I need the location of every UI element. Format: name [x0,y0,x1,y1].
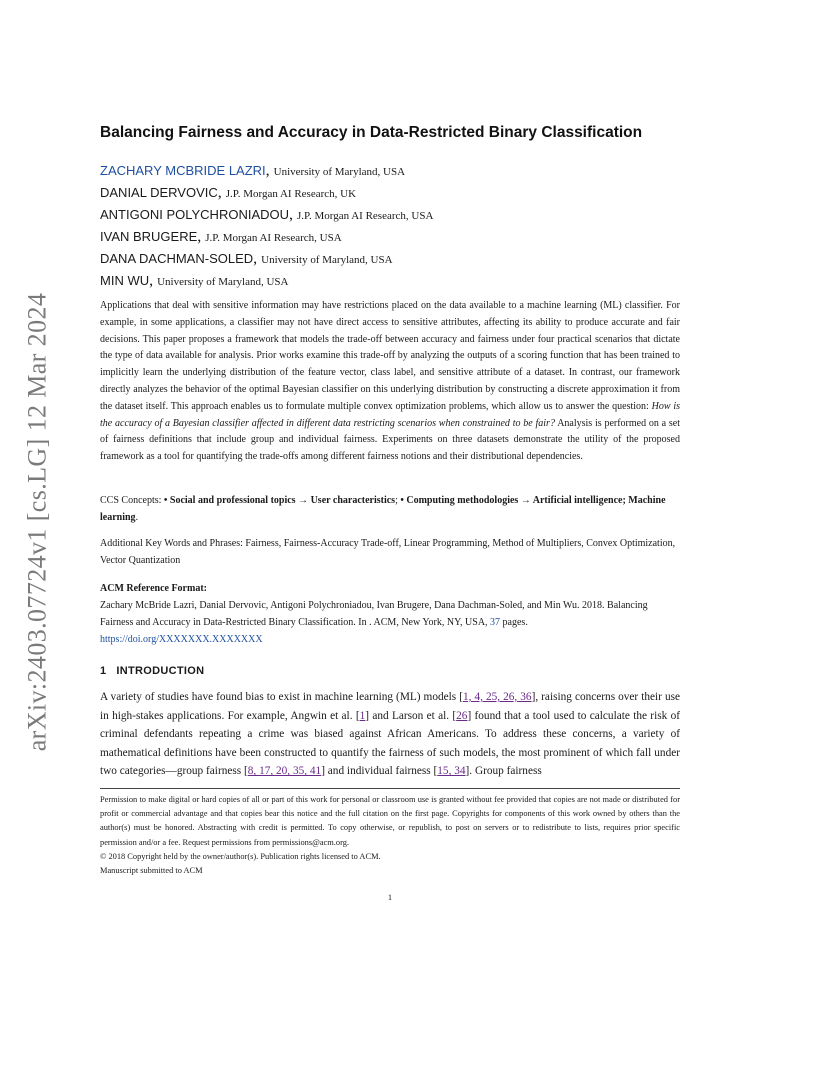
footnote [100,793,680,878]
author-list [100,160,680,292]
citation-link[interactable]: 8, 17, 20, 35, 41 [247,765,322,778]
author-affiliation: University of Maryland, USA [261,254,393,266]
arxiv-stamp-text: arXiv:2403.07724v1 [cs.LG] 12 Mar 2024 [22,292,52,752]
keywords: Additional Key Words and Phrases: Fairness, Fairness-Accuracy Trade-off, Linear Programming, Method of Multipliers, Convex Optimization, Vector Quantization [100,538,676,566]
section-title: INTRODUCTION [116,665,205,677]
ccs-item: • Social and professional topics → User characteristics [163,495,396,506]
section-number: 1 [100,665,107,677]
author-entry: IVAN BRUGERE, J.P. Morgan AI Research, USA [100,228,342,245]
author-entry: ZACHARY MCBRIDE LAZRI, University of Maryland, USA [100,162,406,179]
author-name: ANTIGONI POLYCHRONIADOU [100,207,290,222]
introduction-paragraph: A variety of studies have found bias to exist in machine learning (ML) models [1, 4, 25, 26, 36], raising concerns over their use in high-stakes applications. For example, Angwin et al. [1] and Larson et al. [26] found that a tool used to calculate the risk of criminal defendants repeating a crime was biased against African Americans. To address these concerns, a variety of mathematical definitions have been constructed to quantify the fairness of such models, the most prominent of which fall under two categories—group fairness [8, 17, 20, 35, 41] and individual fairness [15, 34]. Group fairness [100,691,680,778]
author-entry: DANA DACHMAN-SOLED, University of Maryland, USA [100,250,393,267]
doi-link[interactable]: https://doi.org/XXXXXXX.XXXXXXX [100,634,263,645]
citation-link[interactable]: 15, 34 [437,765,466,778]
abstract-text-end: Analysis is performed on a set of fairness definitions that include group and individual fairness. Experiments on three datasets demonstrate the utility of the proposed framework as a tool for quantifying the trade-offs among different fairness notions and their distributional dependencies. [100,417,681,463]
author-name: MIN WU [100,273,150,288]
ccs-concepts: CCS Concepts: • Social and professional topics → User characteristics; • Computing methodologies → Artificial intelligence; Machine learning. [100,495,666,523]
author-affiliation: J.P. Morgan AI Research, USA [297,210,434,222]
manuscript-notice: Manuscript submitted to ACM [100,866,203,876]
page-number: 1 [387,892,393,902]
author-name: DANA DACHMAN-SOLED [100,251,254,266]
author-affiliation: University of Maryland, USA [273,166,406,178]
author-entry: MIN WU, University of Maryland, USA [100,272,289,289]
author-name[interactable]: ZACHARY MCBRIDE LAZRI [100,163,266,178]
abstract-question: How is the accuracy of a Bayesian classifier affected in different data restricting scenarios when constrained to be fair? [100,400,681,429]
author-affiliation: University of Maryland, USA [157,276,289,288]
section-heading [100,665,680,677]
arxiv-stamp [20,287,54,757]
acm-reference-format: ACM Reference Format: Zachary McBride Lazri, Danial Dervovic, Antigoni Polychroniadou, Ivan Brugere, Dana Dachman-Soled, and Min Wu. 2018. Balancing Fairness and Accuracy in Data-Restricted Binary Classification. In . ACM, New York, NY, USA, 37 pages. https://doi.org/XXXXXXX.XXXXXXX [100,580,680,648]
author-affiliation: J.P. Morgan AI Research, USA [205,232,342,244]
acm-reference-heading: ACM Reference Format: [100,583,207,594]
abstract-text: Applications that deal with sensitive information may have restrictions placed on the data available to a machine learning (ML) classifier. For example, in some applications, a classifier may not have direct access to sensitive attributes, affecting its ability to produce accurate and fair decisions. This paper proposes a framework that models the trade-off between accuracy and fairness under four practical scenarios that dictate the type of data available for analysis. Prior works examine this trade-off by analyzing the outputs of a scoring function that has been trained to implicitly learn the underlying distribution of the feature vector, class label, and sensitive attribute of a dataset. In contrast, our framework directly analyzes the behavior of the optimal Bayesian classifier on this underlying distribution by constructing a discrete approximation it from the dataset itself. This approach enables us to formulate multiple convex optimization problems, which allow us to answer the question: [100,300,680,412]
author-name: DANIAL DERVOVIC [100,185,218,200]
author-entry: DANIAL DERVOVIC, J.P. Morgan AI Research, UK [100,184,357,201]
author-entry: ANTIGONI POLYCHRONIADOU, J.P. Morgan AI Research, USA [100,206,434,223]
citation-link[interactable]: 1 [359,709,366,722]
author-affiliation: J.P. Morgan AI Research, UK [225,188,357,200]
abstract [100,298,680,466]
citation-link[interactable]: 1, 4, 25, 26, 36 [462,691,532,703]
footnote-divider [100,788,680,789]
copyright-notice: © 2018 Copyright held by the owner/author(s). Publication rights licensed to ACM. [100,851,381,861]
ccs-item: • Computing methodologies → Artificial intelligence; Machine learning [100,495,666,523]
author-name: IVAN BRUGERE [100,229,198,244]
citation-link[interactable]: 26 [456,709,468,722]
page-count-link[interactable]: 37 [490,617,501,628]
permission-notice: Permission to make digital or hard copies of all or part of this work for personal or classroom use is granted without fee provided that copies are not made or distributed for profit or commercial advantage and that copies bear this notice and the full citation on the first page. Copyrights for components of this work owned by others than the author(s) must be honored. Abstracting with credit is permitted. To copy otherwise, or republish, to post on servers or to redistribute to lists, requires prior specific permission and/or a fee. Request permissions from permissions@acm.org. [100,795,680,847]
paper-title: Balancing Fairness and Accuracy in Data-Restricted Binary Classification [100,124,643,141]
